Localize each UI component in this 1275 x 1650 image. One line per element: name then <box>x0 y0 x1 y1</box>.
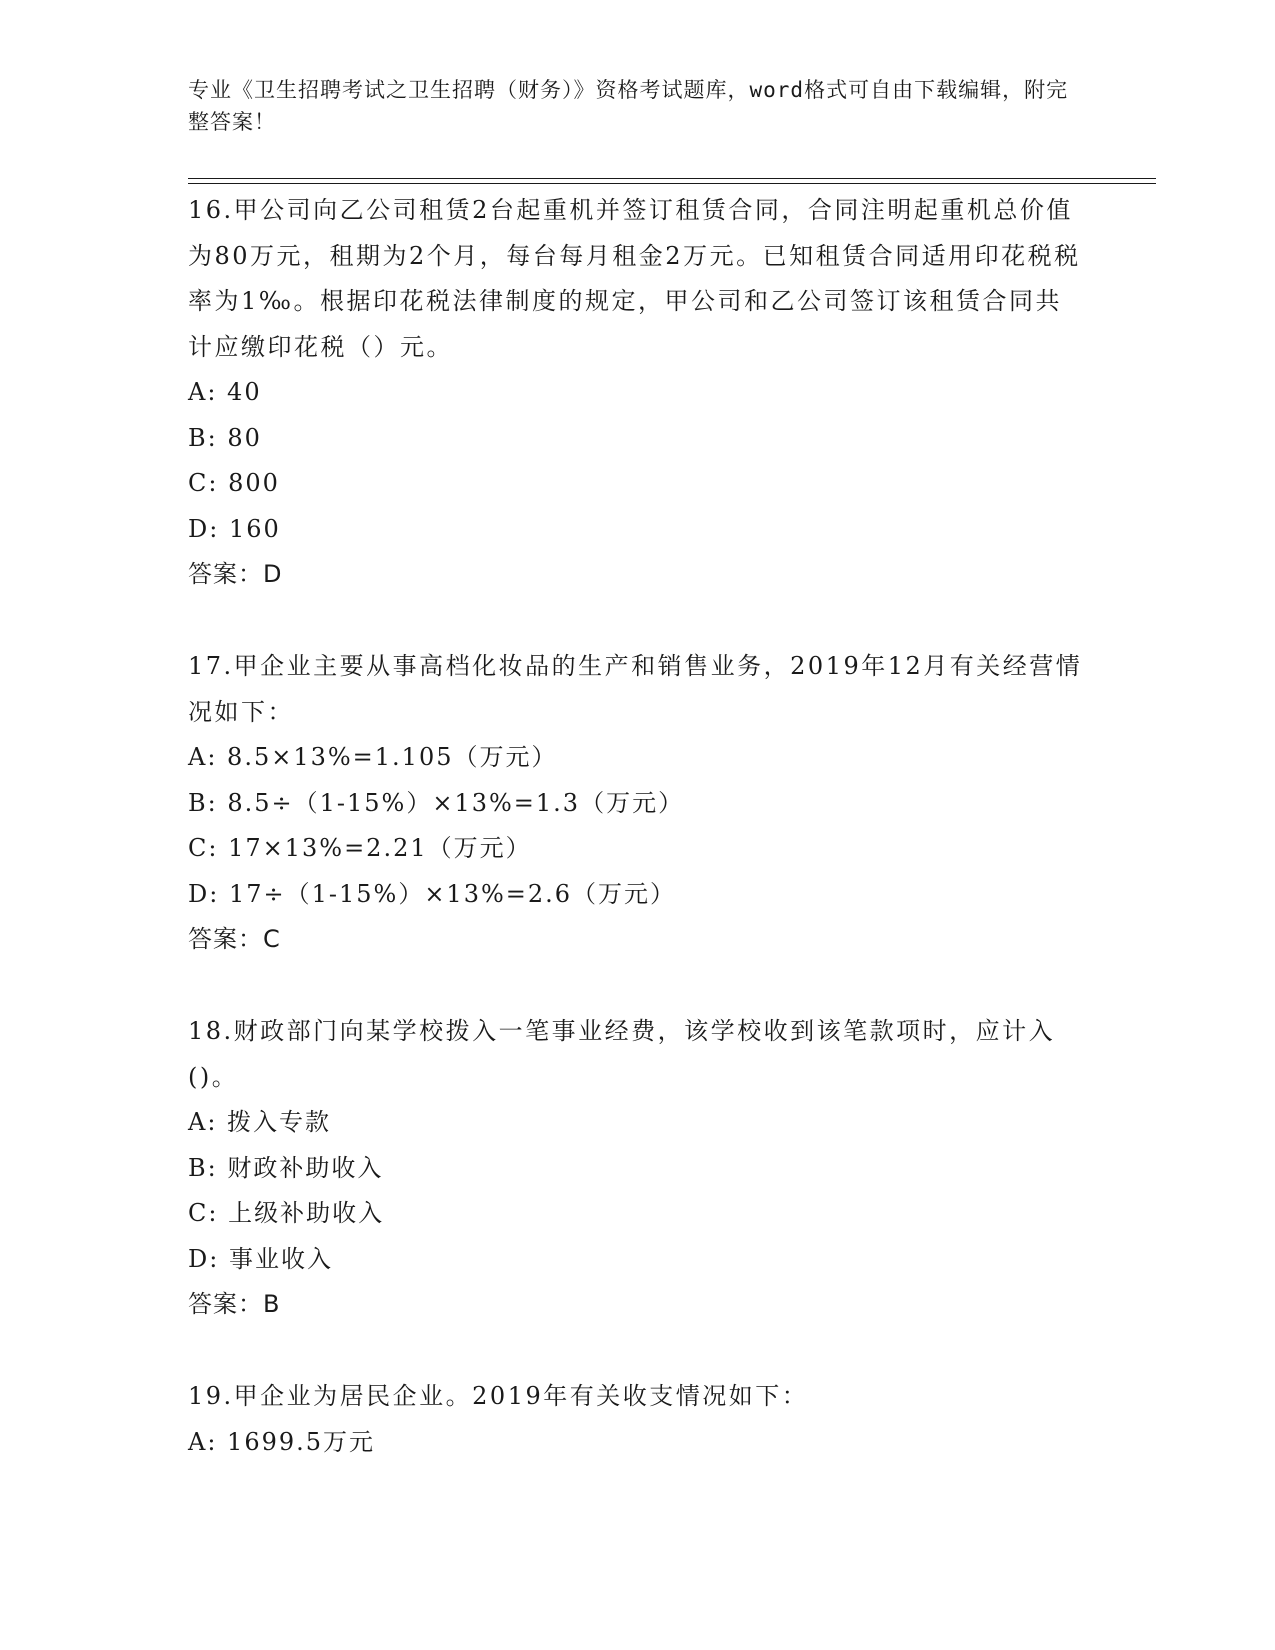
answer-line: 答案：B <box>188 1290 281 1318</box>
option-d: D: 17÷（1-15%）×13%=2.6（万元） <box>188 879 677 908</box>
question-stem: 17.甲企业主要从事高档化妆品的生产和销售业务，2019年12月有关经营情况如下： <box>188 652 1083 726</box>
option-d: D: 160 <box>188 514 281 543</box>
option-c: C: 800 <box>188 469 280 497</box>
option-c: C: 上级补助收入 <box>188 1199 385 1227</box>
answer-line: 答案：C <box>188 925 281 953</box>
question-stem: 16.甲公司向乙公司租赁2台起重机并签订租赁合同，合同注明起重机总价值为80万元，租期为2个月，每台每月租金2万元。已知租赁合同适用印花税税率为1‰。根据印花税法律制度的规定，甲公司和乙公司签订该租赁合同共计应缴印花税（）元。 <box>188 196 1081 361</box>
option-a: A: 拨入专款 <box>188 1108 332 1136</box>
answer-line: 答案：D <box>188 560 283 588</box>
question-16 <box>188 188 1088 598</box>
question-17 <box>188 644 1088 963</box>
option-d: D: 事业收入 <box>188 1244 333 1273</box>
option-a: A: 40 <box>188 378 262 406</box>
header-divider-bottom <box>188 183 1156 184</box>
option-a: A: 8.5×13%=1.105（万元） <box>188 743 558 771</box>
header-divider-top <box>188 178 1156 179</box>
option-a: A: 1699.5万元 <box>188 1427 376 1456</box>
option-b: B: 8.5÷（1-15%）×13%=1.3（万元） <box>188 788 685 817</box>
option-c: C: 17×13%=2.21（万元） <box>188 834 532 862</box>
question-19 <box>188 1374 1088 1465</box>
question-18 <box>188 1009 1088 1328</box>
document-header: 专业《卫生招聘考试之卫生招聘（财务）》资格考试题库，word格式可自由下载编辑，附完整答案！ <box>188 78 1069 134</box>
question-stem: 19.甲企业为居民企业。2019年有关收支情况如下： <box>188 1382 809 1410</box>
option-b: B: 80 <box>188 423 262 452</box>
option-b: B: 财政补助收入 <box>188 1153 384 1182</box>
question-stem: 18.财政部门向某学校拨入一笔事业经费，该学校收到该笔款项时，应计入()。 <box>188 1017 1056 1091</box>
